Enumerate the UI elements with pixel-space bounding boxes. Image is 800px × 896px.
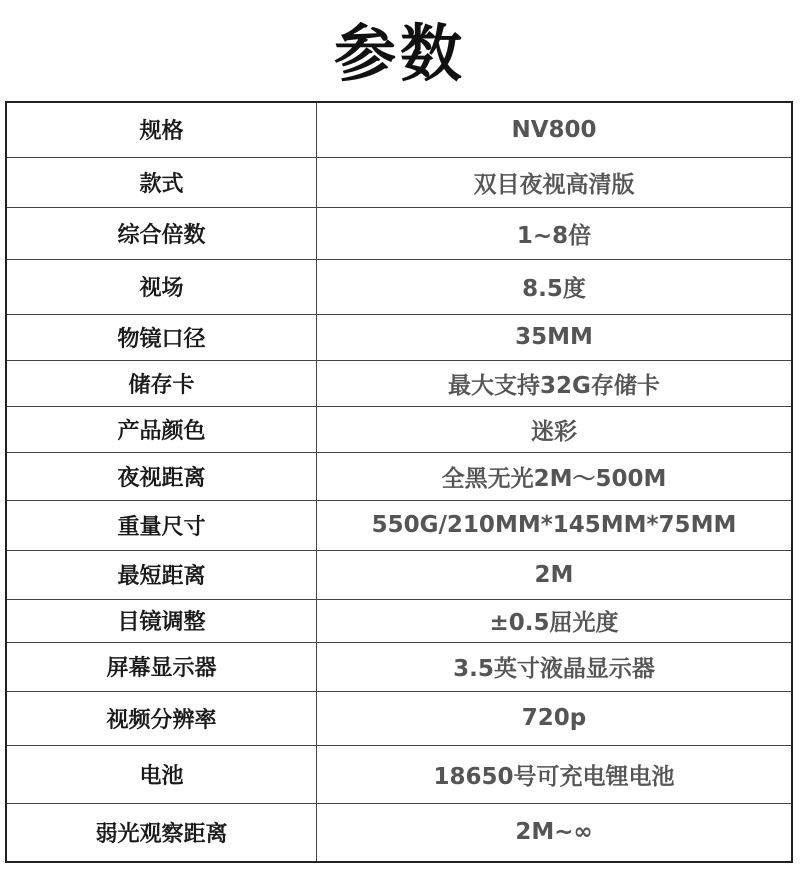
spec-value: ±0.5屈光度 (317, 599, 793, 642)
spec-value: 最大支持32G存储卡 (317, 360, 793, 406)
table-row (6, 314, 792, 360)
spec-label: 款式 (6, 157, 317, 207)
spec-value: 8.5度 (317, 259, 793, 314)
spec-value: 3.5英寸液晶显示器 (317, 642, 793, 691)
spec-label: 目镜调整 (6, 599, 317, 642)
table-row (6, 599, 792, 642)
table-row (6, 550, 792, 599)
spec-label: 最短距离 (6, 550, 317, 599)
table-row (6, 102, 792, 157)
spec-label: 夜视距离 (6, 452, 317, 500)
spec-label: 储存卡 (6, 360, 317, 406)
spec-label: 规格 (6, 102, 317, 157)
table-row (6, 157, 792, 207)
spec-value: 迷彩 (317, 406, 793, 452)
table-row (6, 691, 792, 745)
table-row (6, 207, 792, 259)
spec-label: 重量尺寸 (6, 500, 317, 550)
spec-label: 弱光观察距离 (6, 803, 317, 862)
table-row (6, 642, 792, 691)
table-row (6, 406, 792, 452)
spec-label: 综合倍数 (6, 207, 317, 259)
table-row (6, 452, 792, 500)
spec-value: 18650号可充电锂电池 (317, 745, 793, 803)
spec-value: NV800 (317, 102, 793, 157)
spec-value: 2M (317, 550, 793, 599)
spec-label: 视频分辨率 (6, 691, 317, 745)
spec-label: 物镜口径 (6, 314, 317, 360)
spec-value: 全黑无光2M～500M (317, 452, 793, 500)
page-title: 参数 (333, 17, 466, 90)
spec-value: 35MM (317, 314, 793, 360)
spec-label: 屏幕显示器 (6, 642, 317, 691)
table-row (6, 803, 792, 862)
spec-value: 2M~∞ (317, 803, 793, 862)
spec-value: 1~8倍 (317, 207, 793, 259)
spec-label: 产品颜色 (6, 406, 317, 452)
table-row (6, 745, 792, 803)
spec-table (5, 101, 793, 863)
spec-value: 550G/210MM*145MM*75MM (317, 500, 793, 550)
table-row (6, 259, 792, 314)
spec-value: 双目夜视高清版 (317, 157, 793, 207)
table-row (6, 500, 792, 550)
spec-label: 视场 (6, 259, 317, 314)
spec-value: 720p (317, 691, 793, 745)
table-row (6, 360, 792, 406)
spec-label: 电池 (6, 745, 317, 803)
